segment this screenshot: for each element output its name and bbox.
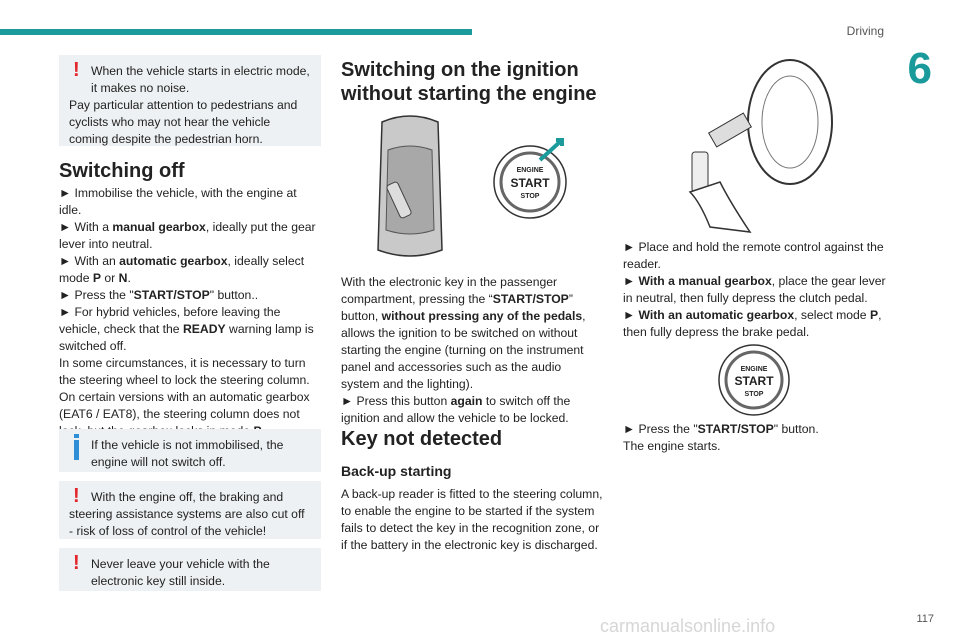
chapter-number: 6 xyxy=(907,44,932,93)
start-stop-button-illustration xyxy=(717,343,791,417)
step-5: ► For hybrid vehicles, before leaving the vehicle, check that the READY warning lamp is switched off. xyxy=(59,305,314,353)
warning-text: With the engine off, the braking and steering assistance systems are also cut off - risk of loss of control of the vehicle! xyxy=(69,490,305,538)
watermark: carmanualsonline.info xyxy=(600,616,776,636)
hand-icon xyxy=(690,182,750,232)
info-note-not-immobilised xyxy=(59,429,321,472)
svg-text:STOP: STOP xyxy=(744,391,764,398)
info-text: If the vehicle is not immobilised, the engine will not switch off. xyxy=(91,438,284,469)
step-manual-gearbox: ► With a manual gearbox, place the gear lever in neutral, then fully depress the clutch pedal. xyxy=(623,274,886,305)
para-key-in-compartment: With the electronic key in the passenger compartment, pressing the “START/STOP” button, without pressing any of the pedals, allows the ignition to be switched on without starting the engine (turning on the instrument panel and accessories such as the audio system and the lighting). ► Press this button again to switch off the ignition and allow the vehicle to be locked. xyxy=(341,275,586,425)
warning-icon: ! xyxy=(73,552,80,574)
warning-text: When the vehicle starts in electric mode, it makes no noise. Pay particular attention to pedestrians and cyclists who may not hear the vehicle coming despite the pedestrian horn. xyxy=(69,64,310,146)
heading-ignition-without-engine: Switching on the ignition without starting the engine xyxy=(341,59,597,105)
steps-backup xyxy=(623,239,888,341)
warning-note-electric xyxy=(59,55,321,146)
step-press-start-stop: ► Press the "START/STOP" button. xyxy=(623,422,819,436)
warning-note-key-inside xyxy=(59,548,321,591)
steering-wheel-icon xyxy=(748,60,832,184)
car-key-illustration xyxy=(360,110,585,265)
warning-icon: ! xyxy=(73,59,80,81)
svg-text:START: START xyxy=(734,374,774,388)
page-number: 117 xyxy=(916,613,934,625)
svg-text:ENGINE: ENGINE xyxy=(516,167,544,174)
subheading-backup-starting: Back-up starting xyxy=(341,463,452,479)
switching-off-steps xyxy=(59,185,321,440)
svg-text:ENGINE: ENGINE xyxy=(740,366,768,373)
heading-key-not-detected: Key not detected xyxy=(341,428,503,450)
step-2: ► With a manual gearbox, ideally put the gear lever into neutral. xyxy=(59,220,316,251)
step-3: ► With an automatic gearbox, ideally select mode P or N. xyxy=(59,254,305,285)
section-title: Driving xyxy=(846,24,884,38)
warning-text: Never leave your vehicle with the electronic key still inside. xyxy=(91,557,270,588)
step-automatic-gearbox: ► With an automatic gearbox, select mode P, then fully depress the brake pedal. xyxy=(623,308,882,339)
engine-starts: The engine starts. xyxy=(623,439,721,453)
heading-switching-off: Switching off xyxy=(59,160,185,182)
warning-note-engine-off xyxy=(59,481,321,539)
para-steering-lock: In some circumstances, it is necessary to turn the steering wheel to lock the steering column. On certain versions with an automatic gearbox (EAT6 / EAT8), the steering column does not xyxy=(59,356,310,421)
step-4: ► Press the "START/STOP" button.. xyxy=(59,288,259,302)
steering-column-reader-illustration xyxy=(670,52,840,237)
steps-press xyxy=(623,421,888,455)
header-accent-bar xyxy=(0,29,472,35)
para-backup: A back-up reader is fitted to the steering column, to enable the engine to be started if the system fails to detect the key in the recognition zone, or if the battery in the electronic key is discharged. xyxy=(341,487,603,552)
warning-icon: ! xyxy=(73,485,80,507)
step-1: ► Immobilise the vehicle, with the engine at idle. xyxy=(59,186,297,217)
steering-column xyxy=(709,113,752,147)
svg-text:START: START xyxy=(510,176,550,190)
remote-key-icon xyxy=(692,152,708,192)
step-place-remote: ► Place and hold the remote control against the reader. xyxy=(623,240,884,271)
svg-text:STOP: STOP xyxy=(520,193,540,200)
